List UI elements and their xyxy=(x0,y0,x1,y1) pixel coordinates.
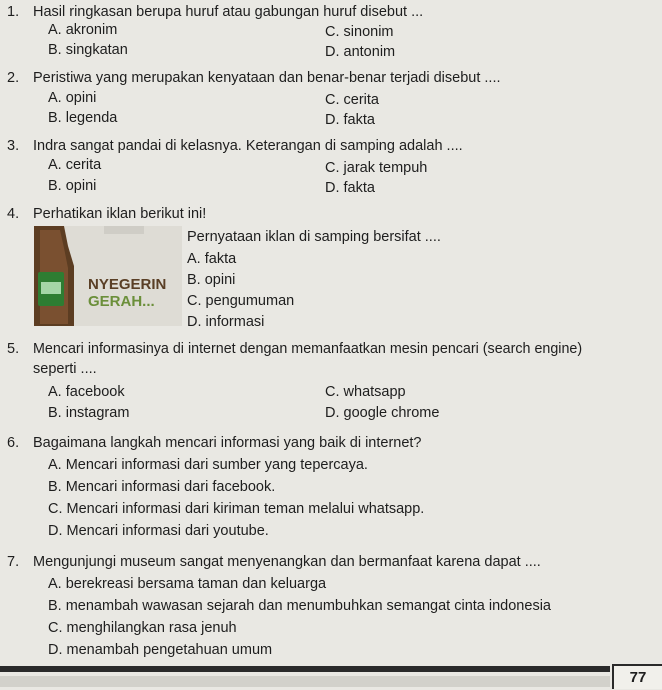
question-2-option-a[interactable]: A. opini xyxy=(48,90,97,106)
question-5-text: Mencari informasinya di internet dengan memanfaatkan mesin pencari (search engine) xyxy=(33,341,583,357)
question-4-text: Perhatikan iklan berikut ini! xyxy=(33,206,207,222)
question-1-option-a[interactable]: A. akronim xyxy=(48,22,118,38)
ad-headline-2: GERAH... xyxy=(88,293,155,310)
question-5-number: 5. xyxy=(7,341,20,357)
question-7-number: 7. xyxy=(7,554,20,570)
footer-rule xyxy=(0,666,610,672)
question-3-text: Indra sangat pandai di kelasnya. Keterangan di samping adalah .... xyxy=(33,138,463,154)
question-2-text: Peristiwa yang merupakan kenyataan dan benar-benar terjadi disebut .... xyxy=(33,70,501,86)
question-2-number: 2. xyxy=(7,70,20,86)
footer-band xyxy=(0,676,610,687)
question-4-option-d[interactable]: D. informasi xyxy=(187,314,265,330)
question-1-option-b[interactable]: B. singkatan xyxy=(48,42,128,58)
question-7-option-c[interactable]: C. menghilangkan rasa jenuh xyxy=(48,620,237,636)
question-3-number: 3. xyxy=(7,138,20,154)
question-1-text: Hasil ringkasan berupa huruf atau gabungan huruf disebut ... xyxy=(33,4,424,20)
question-4-option-c[interactable]: C. pengumuman xyxy=(187,293,295,309)
question-7-option-b[interactable]: B. menambah wawasan sejarah dan menumbuhkan semangat cinta indonesia xyxy=(48,598,551,614)
question-6-option-a[interactable]: A. Mencari informasi dari sumber yang tepercaya. xyxy=(48,457,368,473)
question-3-option-a[interactable]: A. cerita xyxy=(48,157,102,173)
question-1-number: 1. xyxy=(7,4,20,20)
ad-headline-1: NYEGERIN xyxy=(88,276,167,293)
question-5-text-line2: seperti .... xyxy=(33,361,97,377)
question-6-option-b[interactable]: B. Mencari informasi dari facebook. xyxy=(48,479,276,495)
question-3-option-b[interactable]: B. opini xyxy=(48,178,97,194)
question-6-text: Bagaimana langkah mencari informasi yang baik di internet? xyxy=(33,435,422,451)
question-7-text: Mengunjungi museum sangat menyenangkan dan bermanfaat karena dapat .... xyxy=(33,554,541,570)
question-5-option-d[interactable]: D. google chrome xyxy=(325,405,440,421)
question-5-option-c[interactable]: C. whatsapp xyxy=(325,384,406,400)
question-6-option-c[interactable]: C. Mencari informasi dari kiriman teman melalui whatsapp. xyxy=(48,501,425,517)
question-3-option-c[interactable]: C. jarak tempuh xyxy=(325,160,428,176)
question-3-option-d[interactable]: D. fakta xyxy=(325,180,375,196)
question-5-option-b[interactable]: B. instagram xyxy=(48,405,130,421)
advertisement-image xyxy=(34,226,182,326)
question-4-subtext: Pernyataan iklan di samping bersifat .... xyxy=(187,229,441,245)
question-5-option-a[interactable]: A. facebook xyxy=(48,384,125,400)
question-4-option-b[interactable]: B. opini xyxy=(187,272,236,288)
question-7-option-a[interactable]: A. berekreasi bersama taman dan keluarga xyxy=(48,576,327,592)
drink-bottle-image xyxy=(34,226,182,326)
question-4-number: 4. xyxy=(7,206,20,222)
question-6-number: 6. xyxy=(7,435,20,451)
question-2-option-b[interactable]: B. legenda xyxy=(48,110,118,126)
question-7-option-d[interactable]: D. menambah pengetahuan umum xyxy=(48,642,273,658)
page-number: 77 xyxy=(612,664,662,689)
question-1-option-c[interactable]: C. sinonim xyxy=(325,24,394,40)
question-4-option-a[interactable]: A. fakta xyxy=(187,251,237,267)
question-2-option-d[interactable]: D. fakta xyxy=(325,112,375,128)
question-6-option-d[interactable]: D. Mencari informasi dari youtube. xyxy=(48,523,269,539)
question-1-option-d[interactable]: D. antonim xyxy=(325,44,396,60)
question-2-option-c[interactable]: C. cerita xyxy=(325,92,379,108)
